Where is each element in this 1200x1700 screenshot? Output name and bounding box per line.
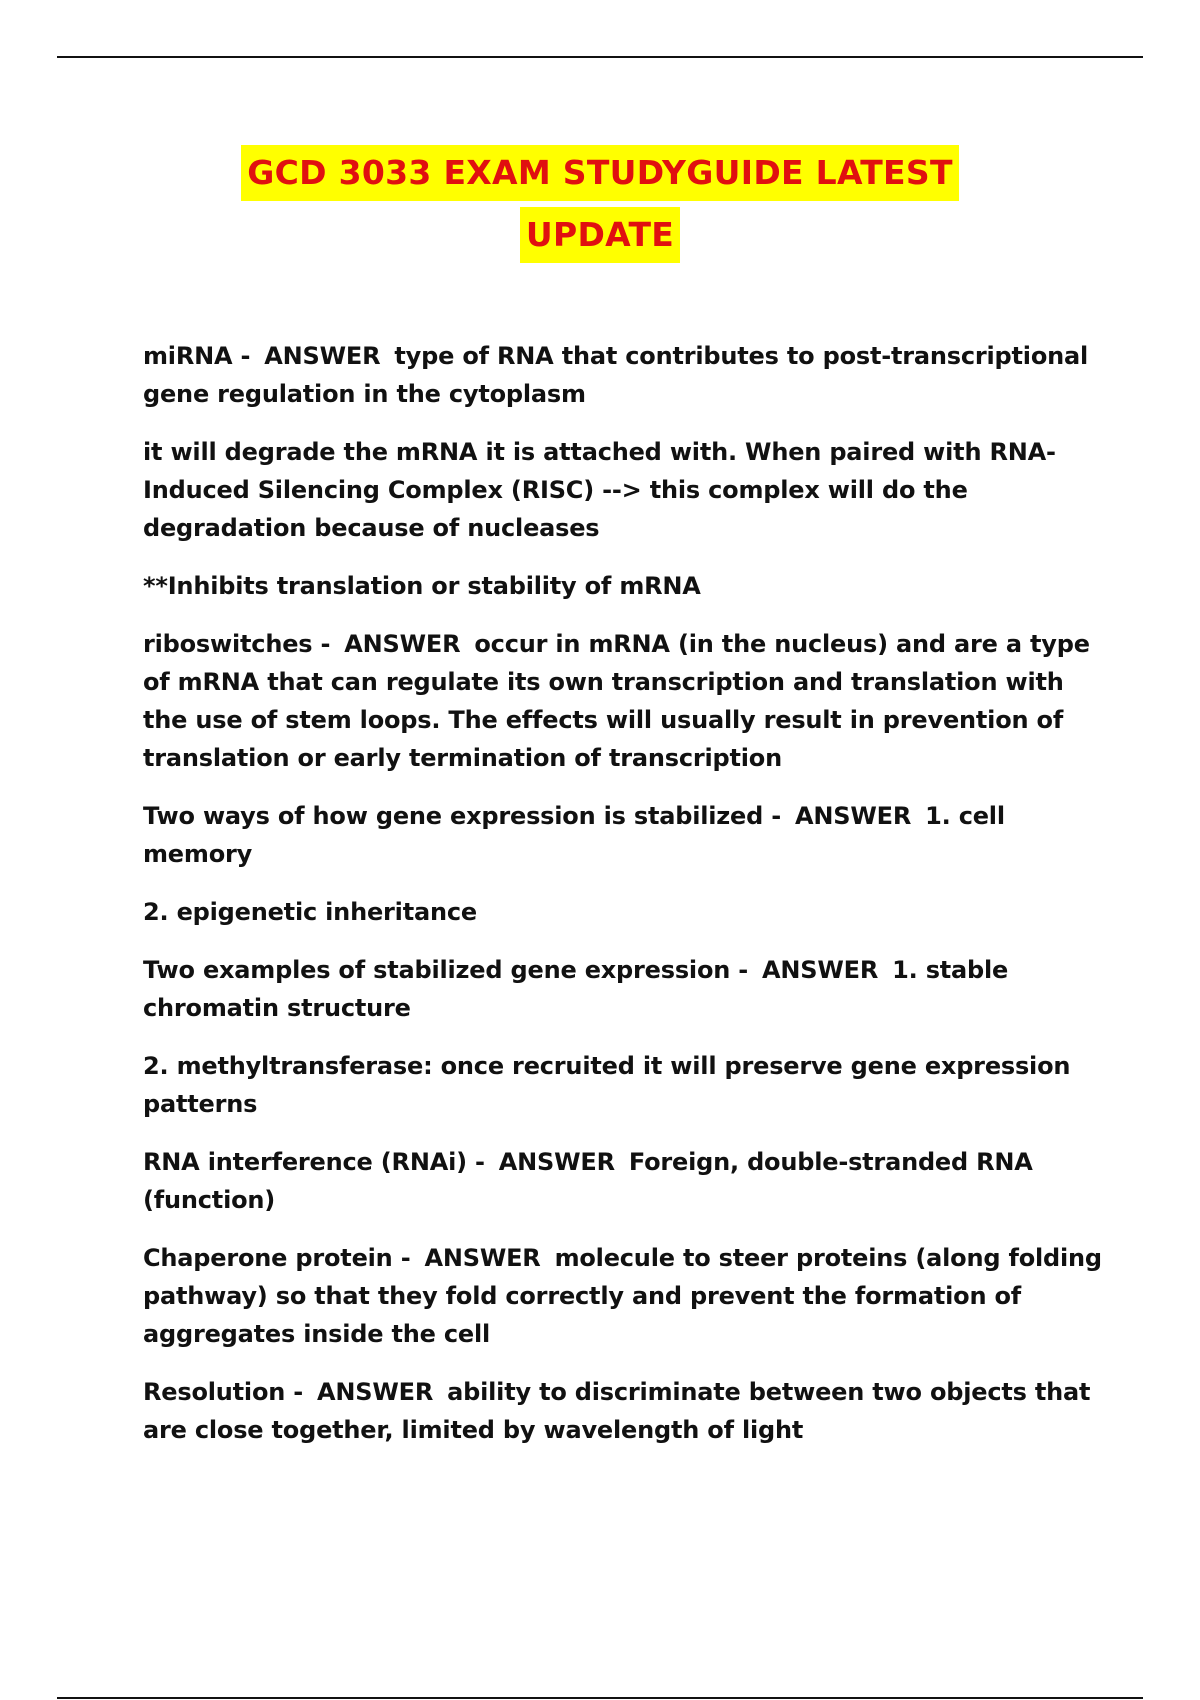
qa-entry-chaperone [143, 1239, 1108, 1353]
note-paragraph: 2. methyltransferase: once recruited it will preserve gene expression patterns [143, 1052, 1071, 1118]
qa-entry-gene-expression-stabilized [143, 797, 1108, 873]
note-paragraph: it will degrade the mRNA it is attached with. When paired with RNA-Induced Silencing Complex (RISC) --> this complex will do the degradation because of nucleases [143, 438, 1056, 542]
qa-entry-resolution [143, 1373, 1108, 1449]
definition: type of RNA that contributes to post-transcriptional gene regulation in the cytoplasm [143, 342, 1089, 408]
term: RNA interference (RNAi) - [143, 1148, 485, 1176]
study-guide-body [143, 337, 1108, 1469]
answer-label: ANSWER [264, 342, 381, 370]
answer-label: ANSWER [498, 1148, 615, 1176]
definition: ability to discriminate between two objects that are close together, limited by wavelength of light [143, 1378, 1091, 1444]
definition: occur in mRNA (in the nucleus) and are a type of mRNA that can regulate its own transcription and translation with the use of stem loops. The effects will usually result in prevention of translation or early termination of transcription [143, 630, 1090, 772]
qa-entry-mirna [143, 337, 1108, 413]
term: miRNA - [143, 342, 251, 370]
qa-entry-rnai [143, 1143, 1108, 1219]
answer-label: ANSWER [424, 1244, 541, 1272]
definition: 1. stable chromatin structure [143, 956, 1009, 1022]
answer-label: ANSWER [762, 956, 879, 984]
term: Chaperone protein - [143, 1244, 411, 1272]
top-rule [57, 56, 1143, 58]
title-line-2: UPDATE [520, 207, 680, 263]
qa-entry-riboswitches [143, 625, 1108, 777]
document-title [0, 145, 1200, 269]
term: Two examples of stabilized gene expression - [143, 956, 749, 984]
definition: molecule to steer proteins (along folding pathway) so that they fold correctly and prevent the formation of aggregates inside the cell [143, 1244, 1102, 1348]
answer-label: ANSWER [317, 1378, 434, 1406]
qa-entry-stabilized-examples [143, 951, 1108, 1027]
note-paragraph: 2. epigenetic inheritance [143, 898, 477, 926]
note-paragraph: **Inhibits translation or stability of mRNA [143, 572, 701, 600]
answer-label: ANSWER [344, 630, 461, 658]
term: Two ways of how gene expression is stabilized - [143, 802, 782, 830]
term: Resolution - [143, 1378, 304, 1406]
title-line-1: GCD 3033 EXAM STUDYGUIDE LATEST [241, 145, 959, 201]
term: riboswitches - [143, 630, 331, 658]
definition: Foreign, double-stranded RNA (function) [143, 1148, 1033, 1214]
definition: 1. cell memory [143, 802, 1005, 868]
bottom-rule [57, 1697, 1143, 1699]
answer-label: ANSWER [795, 802, 912, 830]
